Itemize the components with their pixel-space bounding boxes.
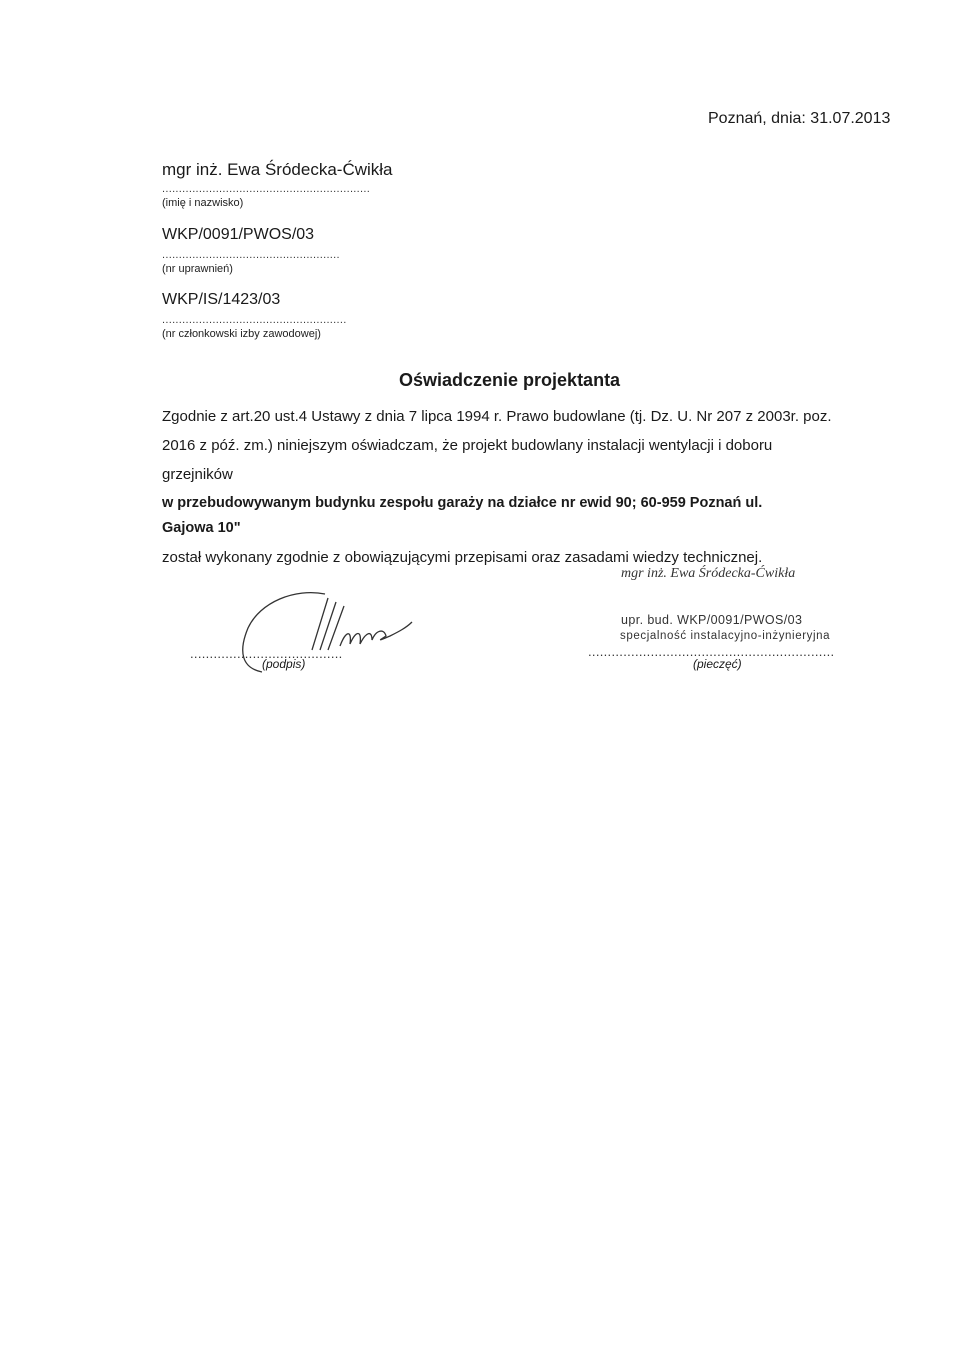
stamp-name: mgr inż. Ewa Śródecka-Ćwikła bbox=[621, 566, 796, 581]
member-number: WKP/IS/1423/03 bbox=[162, 291, 281, 308]
stamp-dots: ............................................................... bbox=[588, 644, 835, 659]
body-line-2: 2016 z póź. zm.) niniejszym oświadczam, że projekt budowlany instalacji wentylacji i doboru bbox=[162, 437, 773, 454]
place-date: Poznań, dnia: 31.07.2013 bbox=[708, 110, 891, 127]
signature-dots: ....................................... bbox=[190, 646, 343, 661]
body-line-3: grzejników bbox=[162, 466, 233, 483]
member-caption: (nr członkowski izby zawodowej) bbox=[162, 328, 321, 340]
body-line-4: w przebudowywanym budynku zespołu garaży na działce nr ewid 90; 60-959 Poznań ul. bbox=[162, 495, 763, 511]
license-caption: (nr uprawnień) bbox=[162, 263, 233, 275]
body-line-6: został wykonany zgodnie z obowiązującymi przepisami oraz zasadami wiedzy technicznej. bbox=[162, 549, 763, 566]
document-title: Oświadczenie projektanta bbox=[399, 370, 621, 390]
member-dots: ....................................................... bbox=[162, 314, 347, 326]
stamp-caption: (pieczęć) bbox=[693, 657, 742, 671]
license-dots: ..................................................... bbox=[162, 249, 340, 261]
author-name-dots: .............................................................. bbox=[162, 183, 371, 195]
signature-caption: (podpis) bbox=[262, 657, 306, 671]
author-name: mgr inż. Ewa Śródecka-Ćwikła bbox=[162, 160, 393, 179]
handwritten-signature bbox=[200, 580, 440, 680]
body-line-5: Gajowa 10" bbox=[162, 520, 241, 536]
license-number: WKP/0091/PWOS/03 bbox=[162, 226, 315, 243]
body-line-1: Zgodnie z art.20 ust.4 Ustawy z dnia 7 lipca 1994 r. Prawo budowlane (tj. Dz. U. Nr 207 z 2003r. poz. bbox=[162, 408, 832, 425]
stamp-specialty: specjalność instalacyjno-inżynieryjna bbox=[620, 630, 831, 642]
author-name-caption: (imię i nazwisko) bbox=[162, 197, 244, 209]
stamp-license: upr. bud. WKP/0091/PWOS/03 bbox=[621, 613, 803, 627]
